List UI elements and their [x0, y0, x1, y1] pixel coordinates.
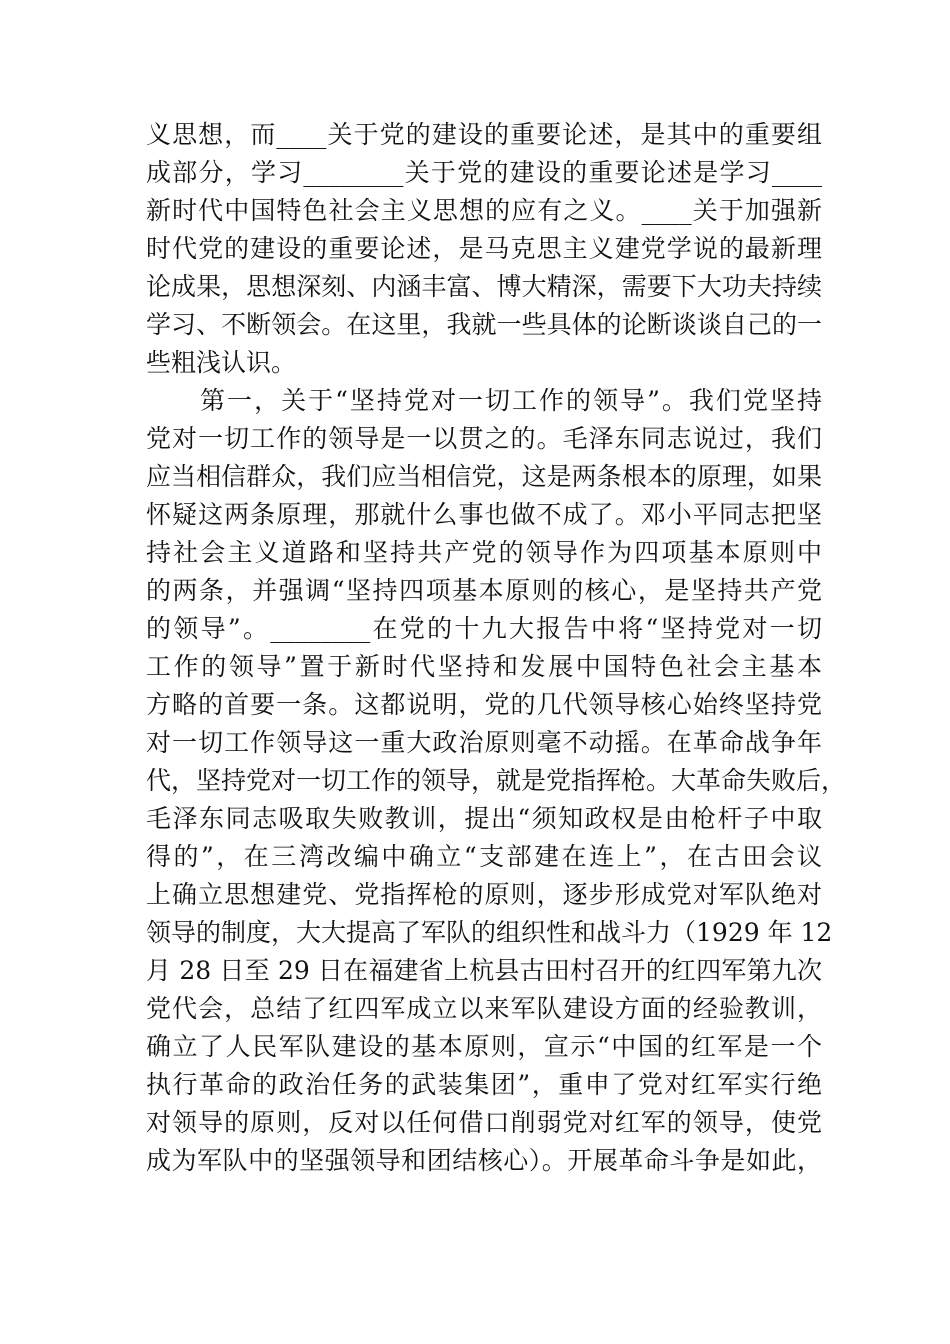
text-line: 成为军队中的坚强领导和团结核心）。开展革命斗争是如此，	[146, 1146, 822, 1175]
text-line: 成部分，学习________关于党的建设的重要论述是学习____	[146, 158, 822, 187]
text-line: 怀疑这两条原理，那就什么事也做不成了。邓小平同志把坚	[146, 500, 822, 529]
paragraph-2	[146, 382, 847, 1180]
text-line: 党对一切工作的领导是一以贯之的。毛泽东同志说过，我们	[146, 424, 822, 453]
text-line: 持社会主义道路和坚持共产党的领导作为四项基本原则中	[146, 538, 822, 567]
text-line: 学习、不断领会。在这里，我就一些具体的论断谈谈自己的一	[146, 310, 822, 339]
text-line: 些粗浅认识。	[146, 348, 297, 377]
text-line: 月 28 日至 29 日在福建省上杭县古田村召开的红四军第九次	[146, 956, 822, 985]
text-line: 党代会，总结了红四军成立以来军队建设方面的经验教训，	[146, 994, 822, 1023]
text-line: 应当相信群众，我们应当相信党，这是两条根本的原理，如果	[146, 462, 822, 491]
text-line: 得的”，在三湾改编中确立“支部建在连上”，在古田会议	[146, 842, 822, 871]
text-line: 领导的制度，大大提高了军队的组织性和战斗力（1929 年 12	[146, 918, 833, 947]
text-line: 的两条，并强调“坚持四项基本原则的核心，是坚持共产党	[146, 576, 822, 605]
text-line: 对一切工作领导这一重大政治原则毫不动摇。在革命战争年	[146, 728, 822, 757]
text-line: 方略的首要一条。这都说明，党的几代领导核心始终坚持党	[146, 690, 822, 719]
paragraph-1	[146, 116, 822, 382]
text-line: 第一，关于“坚持党对一切工作的领导”。我们党坚持	[146, 386, 822, 415]
text-line: 论成果，思想深刻、内涵丰富、博大精深，需要下大功夫持续	[146, 272, 822, 301]
text-line: 确立了人民军队建设的基本原则，宣示“中国的红军是一个	[146, 1032, 822, 1061]
text-line: 新时代中国特色社会主义思想的应有之义。____关于加强新	[146, 196, 822, 225]
document-body	[146, 116, 847, 1180]
text-line: 时代党的建设的重要论述，是马克思主义建党学说的最新理	[146, 234, 822, 263]
text-line: 毛泽东同志吸取失败教训，提出“须知政权是由枪杆子中取	[146, 804, 822, 833]
text-line: 工作的领导”置于新时代坚持和发展中国特色社会主基本	[146, 652, 822, 681]
text-line: 对领导的原则，反对以任何借口削弱党对红军的领导，使党	[146, 1108, 822, 1137]
text-line: 执行革命的政治任务的武装集团”，重申了党对红军实行绝	[146, 1070, 822, 1099]
text-line: 义思想，而____关于党的建设的重要论述，是其中的重要组	[146, 120, 822, 149]
text-line: 的领导”。________在党的十九大报告中将“坚持党对一切	[146, 614, 822, 643]
text-line: 代，坚持党对一切工作的领导，就是党指挥枪。大革命失败后，	[146, 766, 847, 795]
text-line: 上确立思想建党、党指挥枪的原则，逐步形成党对军队绝对	[146, 880, 822, 909]
